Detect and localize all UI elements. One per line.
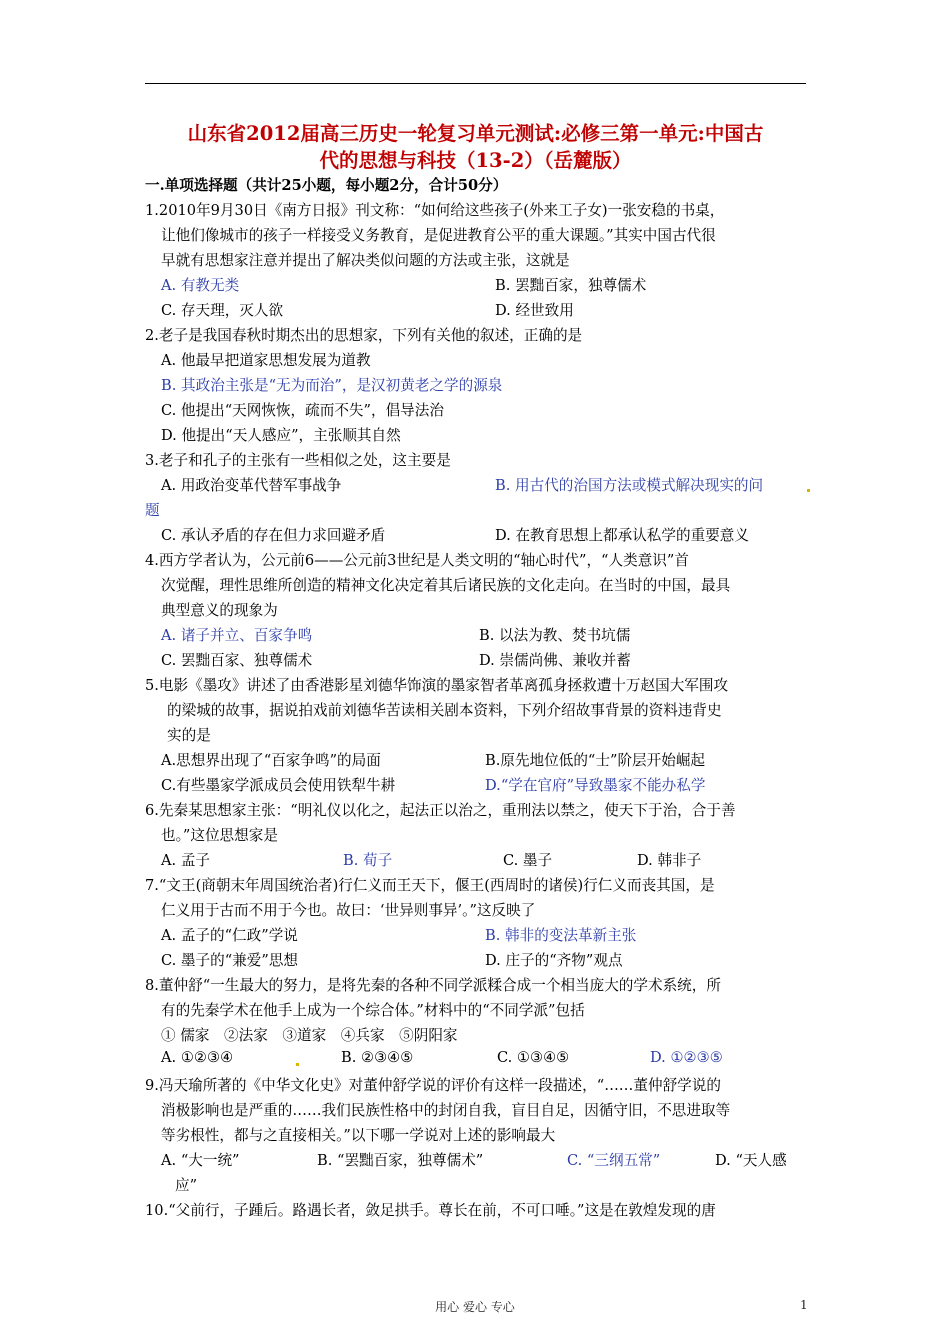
q4-stem-3: 典型意义的现象为 (161, 602, 278, 619)
q1-option-d: D. 经世致用 (495, 302, 574, 319)
q2-stem-1: 2.老子是我国春秋时期杰出的思想家，下列有关他的叙述，正确的是 (145, 327, 583, 344)
q7-stem-1: 7.“文王(商朝末年周国统治者)行仁义而王天下，偃王(西周时的诸侯)行仁义而丧其国，是 (145, 877, 715, 894)
q2-option-c: C. 他提出“天网恢恢，疏而不失”，倡导法治 (161, 402, 444, 419)
q10-stem-1: 10.“父前行，子踵后。路遇长者，敛足拱手。尊长在前，不可口唾。”这是在敦煌发现的唐 (145, 1202, 716, 1219)
page-footer: 用心 爱心 专心 (435, 1300, 515, 1314)
q1-stem-3: 早就有思想家注意并提出了解决类似问题的方法或主张，这就是 (161, 252, 570, 269)
q5-option-a: A.思想界出现了“百家争鸣”的局面 (161, 752, 381, 769)
q8-option-c: C. ①③④⑤ (497, 1049, 570, 1066)
q9-stem-1: 9.冯天瑜所著的《中华文化史》对董仲舒学说的评价有这样一段描述，“……董仲舒学说的 (145, 1077, 721, 1094)
q4-option-d: D. 崇儒尚佛、兼收并蓄 (479, 652, 631, 669)
q9-option-d-line-1: D. “天人感 (715, 1152, 787, 1169)
q1-option-b: B. 罢黜百家，独尊儒术 (495, 277, 647, 294)
q1-option-c: C. 存天理，灭人欲 (161, 302, 284, 319)
q9-option-a: A. “大一统” (161, 1152, 240, 1169)
q7-option-c: C. 墨子的“兼爱”思想 (161, 952, 299, 969)
header-rule (145, 83, 806, 84)
stray-dot-mark (807, 489, 810, 492)
q5-option-b: B.原先地位低的“士”阶层开始崛起 (485, 752, 706, 769)
q8-stem-1: 8.董仲舒“一生最大的努力，是将先秦的各种不同学派糅合成一个相当庞大的学术系统，所 (145, 977, 721, 994)
page-number: 1 (800, 1298, 808, 1312)
title-line-2: 代的思想与科技（13-2）（岳麓版） (319, 149, 632, 172)
q7-option-a: A. 孟子的“仁政”学说 (161, 927, 298, 944)
q1-stem-2: 让他们像城市的孩子一样接受义务教育，是促进教育公平的重大课题。”其实中国古代很 (161, 227, 716, 244)
q5-option-d: D.“学在官府”导致墨家不能办私学 (485, 777, 706, 794)
q8-option-d: D. ①②③⑤ (650, 1049, 723, 1066)
q2-option-d: D. 他提出“天人感应”，主张顺其自然 (161, 427, 401, 444)
q6-stem-1: 6.先秦某思想家主张：“明礼仪以化之，起法正以治之，重刑法以禁之，使天下于治，合于善 (145, 802, 736, 819)
q4-option-a: A. 诸子并立、百家争鸣 (161, 627, 313, 644)
q8-option-a: A. ①②③④ (161, 1049, 234, 1066)
q2-option-b: B. 其政治主张是“无为而治”，是汉初黄老之学的源泉 (161, 377, 503, 394)
title-line-1: 山东省2012届高三历史一轮复习单元测试:必修三第一单元:中国古 (187, 122, 764, 145)
q5-option-c: C.有些墨家学派成员会使用铁犁牛耕 (161, 777, 396, 794)
q1-stem-1: 1.2010年9月30日《南方日报》刊文称：“如何给这些孩子(外来工子女)一张安稳的书桌， (145, 202, 725, 219)
q4-option-c: C. 罢黜百家、独尊儒术 (161, 652, 313, 669)
q4-stem-2: 次觉醒，理性思维所创造的精神文化决定着其后诸民族的文化走向。在当时的中国，最具 (161, 577, 731, 594)
q8-items: ① 儒家 ②法家 ③道家 ④兵家 ⑤阴阳家 (161, 1027, 458, 1044)
q4-stem-1: 4.西方学者认为，公元前6——公元前3世纪是人类文明的“轴心时代”，“人类意识”首 (145, 552, 689, 569)
q5-stem-2: 的梁城的故事，据说拍戏前刘德华苦读相关剧本资料，下列介绍故事背景的资料违背史 (167, 702, 722, 719)
q5-stem-3: 实的是 (167, 727, 211, 744)
q3-option-d: D. 在教育思想上都承认私学的重要意义 (495, 527, 749, 544)
q3-option-c: C. 承认矛盾的存在但力求回避矛盾 (161, 527, 386, 544)
q6-option-a: A. 孟子 (161, 852, 211, 869)
q9-option-b: B. “罢黜百家，独尊儒术” (317, 1152, 484, 1169)
q7-option-b: B. 韩非的变法革新主张 (485, 927, 637, 944)
q8-option-b: B. ②③④⑤ (341, 1049, 414, 1066)
q9-option-c: C. “三纲五常” (567, 1152, 661, 1169)
q7-option-d: D. 庄子的“齐物”观点 (485, 952, 623, 969)
stray-dot-mark (296, 1063, 299, 1066)
q5-stem-1: 5.电影《墨攻》讲述了由香港影星刘德华饰演的墨家智者革离孤身拯救遭十万赵国大军围攻 (145, 677, 729, 694)
q9-stem-2: 消极影响也是严重的……我们民族性格中的封闭自我，盲目自足，因循守旧，不思进取等 (161, 1102, 731, 1119)
q7-stem-2: 仁义用于古而不用于今也。故曰：‘世异则事异’。”这反映了 (161, 902, 536, 919)
q6-option-b: B. 荀子 (343, 852, 393, 869)
page-title (145, 120, 806, 174)
q3-stem-1: 3.老子和孔子的主张有一些相似之处，这主要是 (145, 452, 451, 469)
q3-option-a: A. 用政治变革代替军事战争 (161, 477, 342, 494)
q9-stem-3: 等劣根性，都与之直接相关。”以下哪一学说对上述的影响最大 (161, 1127, 556, 1144)
q6-option-d: D. 韩非子 (637, 852, 702, 869)
q6-stem-2: 也。”这位思想家是 (161, 827, 278, 844)
q3-option-b-line-1: B. 用古代的治国方法或模式解决现实的问 (495, 477, 764, 494)
q8-stem-2: 有的先秦学术在他手上成为一个综合体。”材料中的“不同学派”包括 (161, 1002, 585, 1019)
q2-option-a: A. 他最早把道家思想发展为道教 (161, 352, 371, 369)
q3-option-b-line-2: 题 (145, 502, 160, 519)
q6-option-c: C. 墨子 (503, 852, 553, 869)
q1-option-a: A. 有教无类 (161, 277, 240, 294)
q4-option-b: B. 以法为教、焚书坑儒 (479, 627, 631, 644)
section-heading: 一.单项选择题（共计25小题，每小题2分，合计50分） (145, 177, 508, 194)
q9-option-d-line-2: 应” (175, 1177, 198, 1194)
